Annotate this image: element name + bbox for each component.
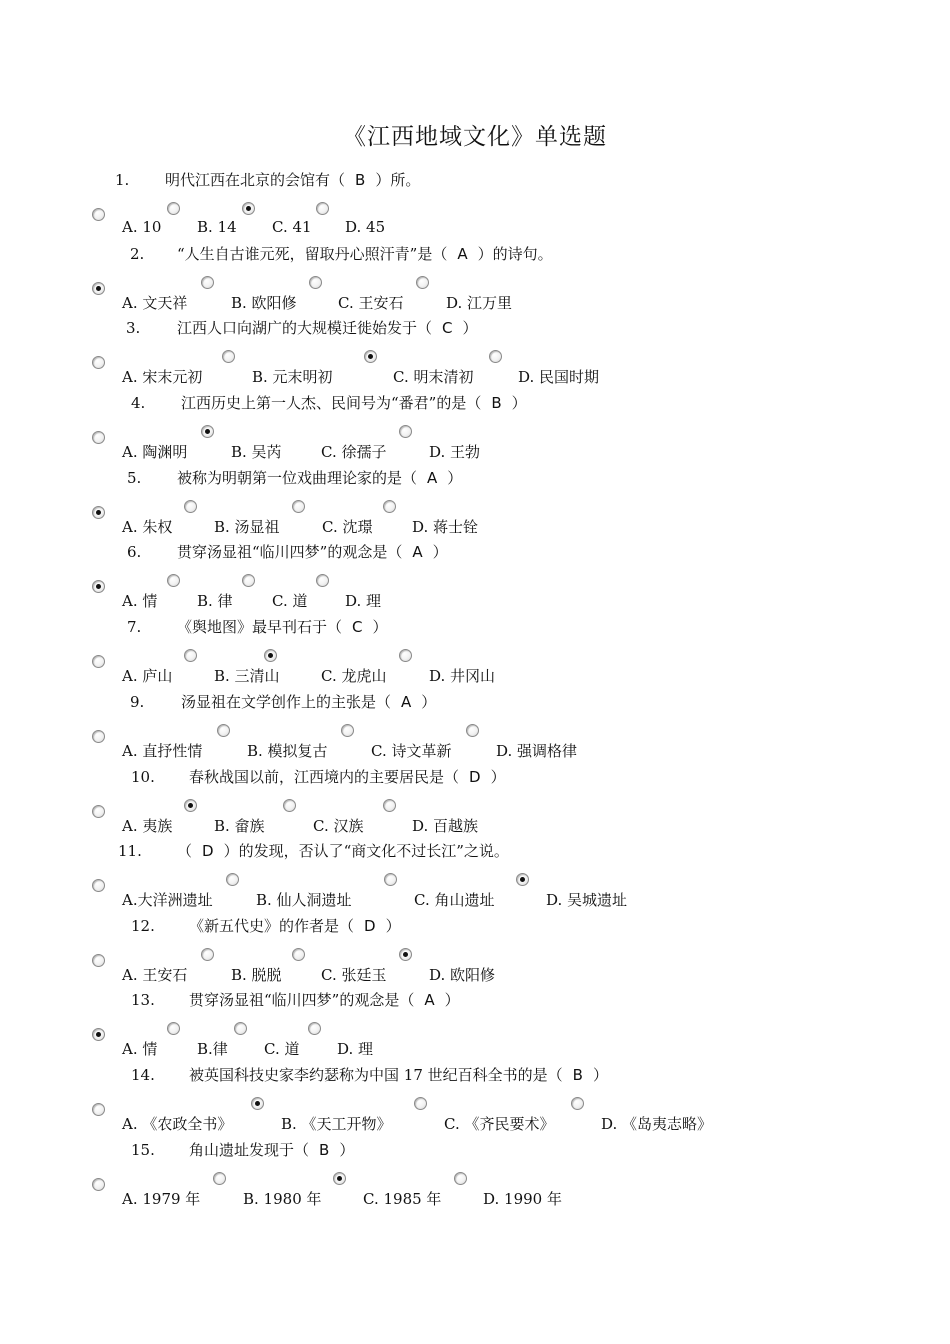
option-label: A. 庐山: [122, 667, 173, 685]
answer-letter: D: [202, 842, 214, 860]
question-text-end: ）: [447, 469, 463, 487]
option-label: B. 仙人洞遗址: [256, 891, 352, 909]
radio-button[interactable]: [92, 954, 105, 967]
radio-button[interactable]: [383, 799, 396, 812]
radio-button[interactable]: [92, 208, 105, 221]
radio-button[interactable]: [251, 1097, 264, 1110]
question-stem: [127, 617, 388, 637]
radio-button[interactable]: [316, 202, 329, 215]
option-label: B.律: [197, 1040, 228, 1058]
option-label: C. 汉族: [313, 817, 364, 835]
option-label: B. 吴芮: [231, 443, 282, 461]
question-text-end: ）: [490, 768, 506, 786]
answer-letter: B: [491, 394, 502, 412]
question-item: [0, 1140, 950, 1216]
radio-button[interactable]: [283, 799, 296, 812]
question-number: 1.: [115, 171, 130, 189]
radio-button[interactable]: [466, 724, 479, 737]
radio-button[interactable]: [92, 506, 105, 519]
radio-button[interactable]: [264, 649, 277, 662]
radio-button[interactable]: [383, 500, 396, 513]
option-label: A. 王安石: [122, 966, 188, 984]
radio-button[interactable]: [516, 873, 529, 886]
option-row: [0, 431, 950, 459]
option-label: D. 百越族: [412, 817, 479, 835]
question-item: [0, 393, 950, 469]
radio-button[interactable]: [167, 202, 180, 215]
question-number: 9.: [130, 693, 145, 711]
question-text: 被英国科技史家李约瑟称为中国 17 世纪百科全书的是（: [189, 1066, 563, 1084]
option-label: D. 吴城遗址: [546, 891, 628, 909]
radio-button[interactable]: [399, 649, 412, 662]
radio-button[interactable]: [454, 1172, 467, 1185]
question-text: 明代江西在北京的会馆有（: [165, 171, 346, 189]
question-text: 被称为明朝第一位戏曲理论家的是（: [177, 469, 418, 487]
radio-button[interactable]: [364, 350, 377, 363]
question-number: 11.: [118, 842, 142, 860]
question-stem: [130, 244, 553, 264]
question-item: [0, 767, 950, 843]
radio-button[interactable]: [92, 655, 105, 668]
question-text-end: ）: [462, 319, 478, 337]
question-text: （: [177, 842, 193, 860]
answer-letter: A: [424, 991, 435, 1009]
radio-button[interactable]: [333, 1172, 346, 1185]
answer-letter: D: [469, 768, 481, 786]
question-text: 贯穿汤显祖“临川四梦”的观念是（: [177, 543, 403, 561]
answer-letter: B: [319, 1141, 330, 1159]
question-text-end: ）: [372, 618, 388, 636]
radio-button[interactable]: [222, 350, 235, 363]
option-label: A. 10: [122, 218, 162, 236]
option-row: [0, 730, 950, 758]
radio-button[interactable]: [217, 724, 230, 737]
option-label: D. 江万里: [446, 294, 513, 312]
question-item: [0, 318, 950, 394]
question-text-end: ）所。: [375, 171, 421, 189]
option-label: B. 14: [197, 218, 237, 236]
option-row: [0, 1103, 950, 1131]
option-label: A. 夷族: [122, 817, 173, 835]
radio-button[interactable]: [167, 574, 180, 587]
question-item: [0, 617, 950, 693]
option-label: A. 情: [122, 1040, 158, 1058]
question-item: [0, 916, 950, 992]
option-row: [0, 1028, 950, 1056]
radio-button[interactable]: [92, 879, 105, 892]
question-number: 12.: [131, 917, 155, 935]
radio-button[interactable]: [399, 948, 412, 961]
option-label: B. 欧阳修: [231, 294, 297, 312]
question-item: [0, 841, 950, 917]
option-label: D. 理: [345, 592, 382, 610]
option-label: C. 41: [272, 218, 312, 236]
question-text-end: ）的诗句。: [477, 245, 553, 263]
option-label: C. 《齐民要术》: [444, 1115, 555, 1133]
question-number: 2.: [130, 245, 145, 263]
question-stem: [131, 393, 527, 413]
answer-letter: C: [442, 319, 453, 337]
option-label: A. 宋末元初: [122, 368, 203, 386]
question-stem: [126, 318, 478, 338]
option-label: C. 道: [264, 1040, 300, 1058]
option-label: C. 张廷玉: [321, 966, 387, 984]
question-text: 江西人口向湖广的大规模迁徙始发于（: [177, 319, 433, 337]
option-row: [0, 655, 950, 683]
option-label: C. 诗文革新: [371, 742, 452, 760]
option-label: C. 龙虎山: [321, 667, 387, 685]
question-stem: [127, 542, 448, 562]
radio-button[interactable]: [234, 1022, 247, 1035]
question-text-end: ）的发现，否认了“商文化不过长江”之说。: [223, 842, 509, 860]
question-text-end: ）: [592, 1066, 608, 1084]
radio-button[interactable]: [92, 730, 105, 743]
radio-button[interactable]: [184, 500, 197, 513]
option-label: B. 畲族: [214, 817, 265, 835]
option-label: C. 徐孺子: [321, 443, 387, 461]
question-number: 4.: [131, 394, 146, 412]
option-label: B. 元末明初: [252, 368, 333, 386]
question-number: 5.: [127, 469, 142, 487]
radio-button[interactable]: [201, 425, 214, 438]
question-item: [0, 990, 950, 1066]
question-number: 3.: [126, 319, 141, 337]
question-item: [0, 692, 950, 768]
option-label: A. 1979 年: [122, 1190, 201, 1208]
option-label: D. 井冈山: [429, 667, 496, 685]
question-item: [0, 1065, 950, 1141]
radio-button[interactable]: [92, 1103, 105, 1116]
option-label: A. 直抒性情: [122, 742, 203, 760]
radio-button[interactable]: [92, 580, 105, 593]
option-label: D. 民国时期: [518, 368, 600, 386]
answer-letter: B: [355, 171, 366, 189]
option-label: A. 陶渊明: [122, 443, 188, 461]
answer-letter: A: [401, 693, 412, 711]
question-text: 角山遗址发现于（: [189, 1141, 310, 1159]
radio-button[interactable]: [489, 350, 502, 363]
question-text: 《舆地图》最早刊石于（: [177, 618, 343, 636]
answer-letter: C: [352, 618, 363, 636]
question-text-end: ）: [421, 693, 437, 711]
question-text: 《新五代史》的作者是（: [189, 917, 355, 935]
question-text-end: ）: [511, 394, 527, 412]
radio-button[interactable]: [226, 873, 239, 886]
radio-button[interactable]: [184, 649, 197, 662]
radio-button[interactable]: [384, 873, 397, 886]
question-stem: [131, 1065, 608, 1085]
radio-button[interactable]: [399, 425, 412, 438]
option-label: C. 角山遗址: [414, 891, 495, 909]
option-label: B. 1980 年: [243, 1190, 322, 1208]
option-label: A. 朱权: [122, 518, 173, 536]
option-label: B. 汤显祖: [214, 518, 280, 536]
question-number: 13.: [131, 991, 155, 1009]
option-row: [0, 954, 950, 982]
option-label: A.大洋洲遗址: [122, 891, 213, 909]
question-stem: [131, 767, 506, 787]
question-stem: [115, 170, 420, 190]
option-label: D. 45: [345, 218, 386, 236]
radio-button[interactable]: [92, 356, 105, 369]
radio-button[interactable]: [414, 1097, 427, 1110]
option-label: A. 情: [122, 592, 158, 610]
radio-button[interactable]: [316, 574, 329, 587]
radio-button[interactable]: [571, 1097, 584, 1110]
radio-button[interactable]: [242, 574, 255, 587]
radio-button[interactable]: [92, 1178, 105, 1191]
option-label: D. 王勃: [429, 443, 481, 461]
question-number: 14.: [131, 1066, 155, 1084]
radio-button[interactable]: [341, 724, 354, 737]
radio-button[interactable]: [416, 276, 429, 289]
question-text: 江西历史上第一人杰、民间号为“番君”的是（: [181, 394, 482, 412]
option-row: [0, 580, 950, 608]
answer-letter: A: [412, 543, 423, 561]
radio-button[interactable]: [167, 1022, 180, 1035]
option-row: [0, 282, 950, 310]
question-text: 春秋战国以前，江西境内的主要居民是（: [189, 768, 460, 786]
option-label: D. 蒋士铨: [412, 518, 479, 536]
question-number: 15.: [131, 1141, 155, 1159]
option-row: [0, 356, 950, 384]
question-text: 汤显祖在文学创作上的主张是（: [181, 693, 392, 711]
question-stem: [127, 468, 462, 488]
option-row: [0, 506, 950, 534]
option-row: [0, 879, 950, 907]
answer-letter: A: [427, 469, 438, 487]
option-label: C. 沈璟: [322, 518, 373, 536]
answer-letter: A: [457, 245, 468, 263]
option-label: D. 《岛夷志略》: [601, 1115, 713, 1133]
question-text-end: ）: [385, 917, 401, 935]
radio-button[interactable]: [292, 948, 305, 961]
radio-button[interactable]: [184, 799, 197, 812]
option-label: B. 三清山: [214, 667, 280, 685]
question-stem: [131, 916, 401, 936]
question-text: 贯穿汤显祖“临川四梦”的观念是（: [189, 991, 415, 1009]
radio-button[interactable]: [92, 1028, 105, 1041]
question-stem: [118, 841, 509, 861]
question-text: “人生自古谁元死，留取丹心照汗青”是（: [177, 245, 448, 263]
question-item: [0, 170, 950, 246]
question-stem: [131, 990, 460, 1010]
option-label: C. 1985 年: [363, 1190, 442, 1208]
option-label: B. 模拟复古: [247, 742, 328, 760]
option-row: [0, 1178, 950, 1206]
radio-button[interactable]: [92, 431, 105, 444]
question-text-end: ）: [444, 991, 460, 1009]
question-item: [0, 468, 950, 544]
option-row: [0, 805, 950, 833]
radio-button[interactable]: [213, 1172, 226, 1185]
option-label: B. 律: [197, 592, 233, 610]
question-item: [0, 244, 950, 320]
radio-button[interactable]: [201, 276, 214, 289]
radio-button[interactable]: [309, 276, 322, 289]
answer-letter: B: [572, 1066, 583, 1084]
option-label: C. 道: [272, 592, 308, 610]
question-stem: [131, 1140, 354, 1160]
page-title: 《江西地域文化》单选题: [343, 124, 607, 150]
answer-letter: D: [364, 917, 376, 935]
question-item: [0, 542, 950, 618]
question-number: 6.: [127, 543, 142, 561]
question-text-end: ）: [339, 1141, 355, 1159]
question-stem: [130, 692, 436, 712]
option-label: C. 王安石: [338, 294, 404, 312]
option-label: B. 《天工开物》: [281, 1115, 392, 1133]
question-number: 7.: [127, 618, 142, 636]
option-row: [0, 208, 950, 236]
radio-button[interactable]: [92, 805, 105, 818]
option-label: B. 脱脱: [231, 966, 282, 984]
question-text-end: ）: [432, 543, 448, 561]
option-label: D. 强调格律: [496, 742, 578, 760]
radio-button[interactable]: [308, 1022, 321, 1035]
radio-button[interactable]: [292, 500, 305, 513]
radio-button[interactable]: [92, 282, 105, 295]
option-label: D. 1990 年: [483, 1190, 562, 1208]
option-label: A. 文天祥: [122, 294, 188, 312]
radio-button[interactable]: [242, 202, 255, 215]
option-label: A. 《农政全书》: [122, 1115, 233, 1133]
option-label: D. 欧阳修: [429, 966, 496, 984]
option-label: D. 理: [337, 1040, 374, 1058]
radio-button[interactable]: [201, 948, 214, 961]
question-number: 10.: [131, 768, 155, 786]
option-label: C. 明末清初: [393, 368, 474, 386]
